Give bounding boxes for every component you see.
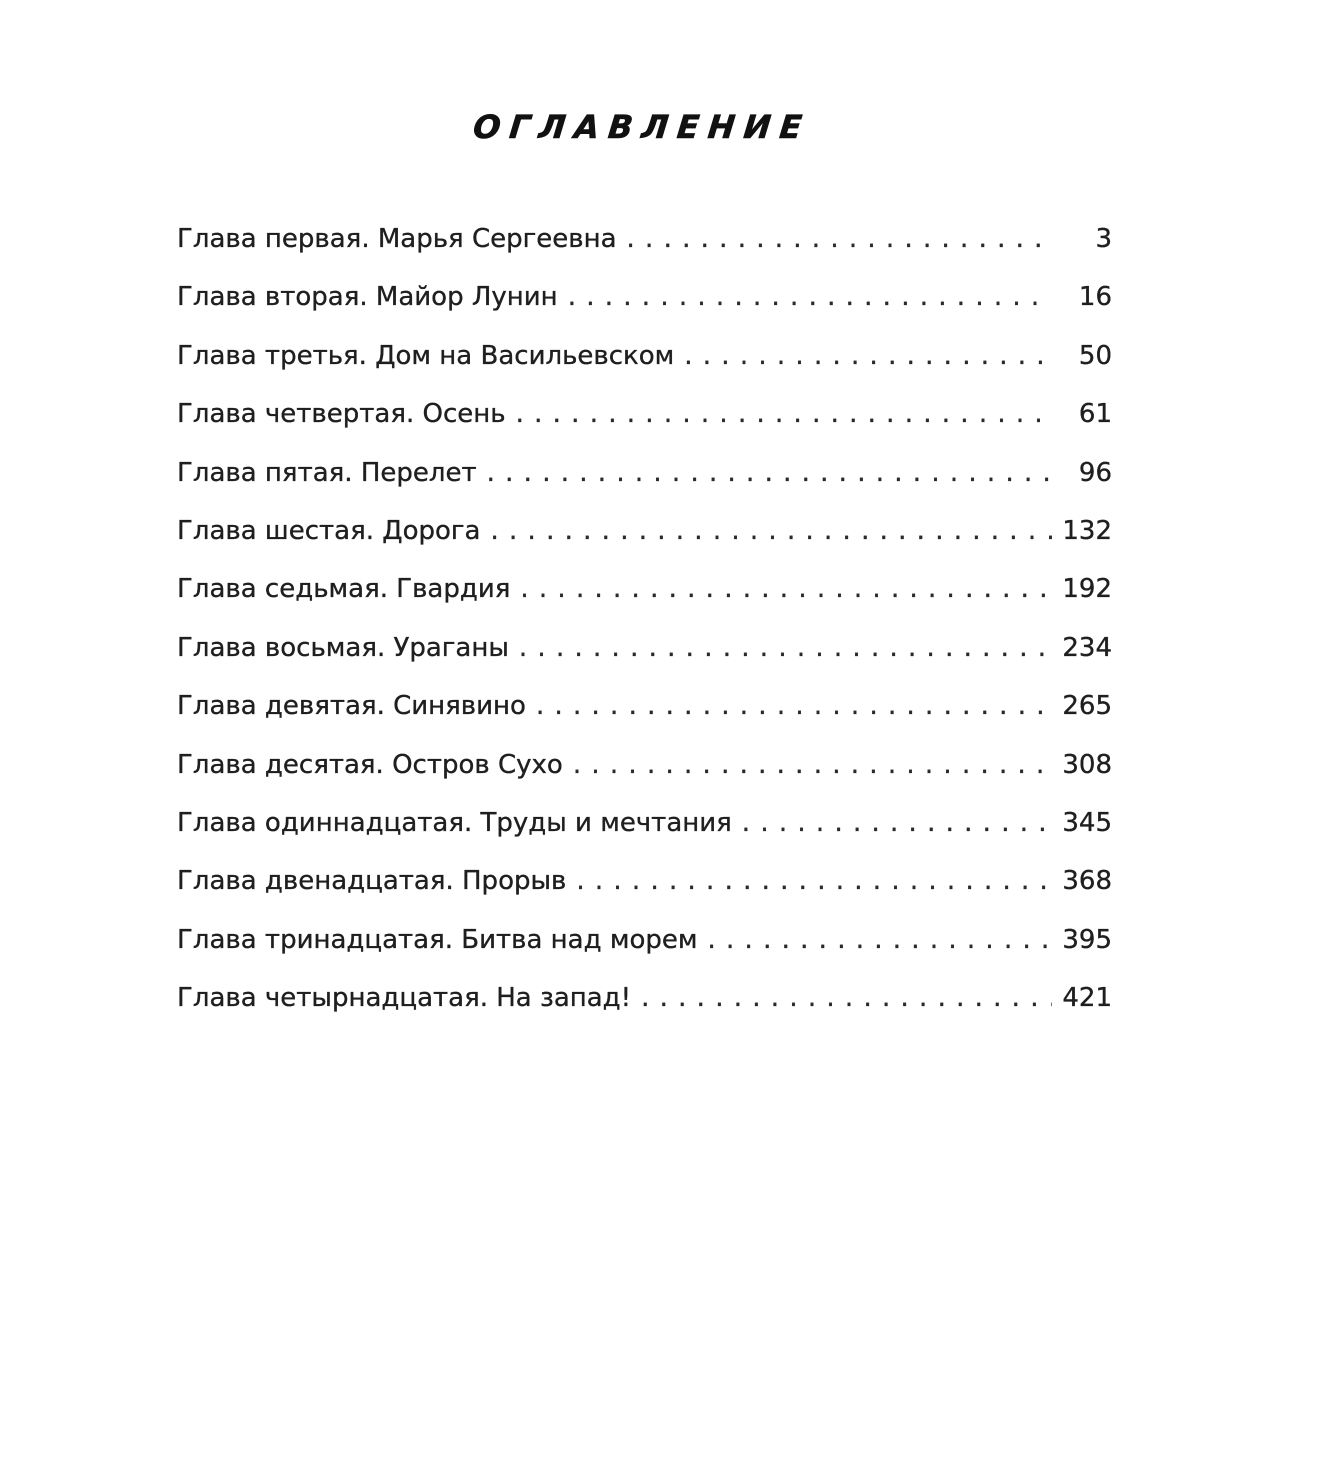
toc-entry — [177, 387, 1112, 445]
toc-entry — [177, 854, 1112, 912]
toc-dot-leader — [520, 562, 1052, 616]
toc-page-number: 50 — [1078, 340, 1112, 371]
toc-dot-leader — [568, 270, 1052, 324]
toc-page-number: 368 — [1062, 866, 1112, 897]
toc-chapter-title: Глава шестая. Дорога — [177, 515, 481, 546]
toc-entry — [177, 913, 1112, 971]
toc-page-number: 3 — [1095, 224, 1112, 254]
toc-title: ОГЛАВЛЕНИЕ — [471, 108, 813, 146]
toc-chapter-title: Глава вторая. Майор Лунин — [177, 282, 558, 313]
toc-entry — [177, 212, 1112, 270]
toc-chapter-title: Глава десятая. Остров Сухо — [177, 749, 563, 780]
toc-dot-leader — [519, 621, 1052, 675]
toc-page-number: 234 — [1062, 632, 1112, 663]
toc-chapter-title: Глава двенадцатая. Прорыв — [177, 866, 567, 897]
toc-dot-leader — [641, 971, 1052, 1025]
toc-chapter-title: Глава пятая. Перелет — [177, 457, 477, 488]
toc-entry — [177, 796, 1112, 854]
toc-page-number: 96 — [1078, 457, 1112, 488]
toc-entry — [177, 738, 1112, 796]
toc-entry — [177, 679, 1112, 737]
toc-page-number: 421 — [1062, 983, 1112, 1014]
toc-dot-leader — [487, 446, 1052, 500]
toc-entry — [177, 971, 1112, 1029]
toc-page-number: 308 — [1062, 749, 1112, 780]
toc-page-number: 61 — [1078, 399, 1112, 430]
toc-chapter-title: Глава первая. Марья Сергеевна — [177, 224, 617, 254]
toc-chapter-title: Глава третья. Дом на Васильевском — [177, 340, 675, 371]
toc-page-number: 132 — [1062, 515, 1112, 546]
toc-chapter-title: Глава тринадцатая. Битва над морем — [177, 924, 698, 955]
toc-page-number: 345 — [1062, 807, 1112, 838]
toc-chapter-title: Глава восьмая. Ураганы — [177, 632, 509, 663]
toc-dot-leader — [627, 212, 1052, 266]
toc-entry — [177, 446, 1112, 504]
toc-dot-leader — [707, 913, 1052, 967]
toc-entry — [177, 562, 1112, 620]
toc-page-number: 265 — [1062, 691, 1112, 722]
toc-chapter-title: Глава девятая. Синявино — [177, 691, 526, 722]
toc-entry — [177, 270, 1112, 328]
toc-dot-leader — [684, 329, 1052, 383]
toc-page-number: 395 — [1062, 924, 1112, 955]
toc-chapter-title: Глава седьмая. Гвардия — [177, 574, 511, 605]
toc-entry — [177, 504, 1112, 562]
toc-dot-leader — [490, 504, 1052, 558]
toc-dot-leader — [573, 738, 1052, 792]
toc-dot-leader — [576, 854, 1052, 908]
toc-page-number: 16 — [1078, 282, 1112, 313]
toc-list — [177, 212, 1112, 1029]
toc-dot-leader — [742, 796, 1052, 850]
toc-page-number: 192 — [1062, 574, 1112, 605]
toc-entry — [177, 329, 1112, 387]
toc-chapter-title: Глава четырнадцатая. На запад! — [177, 983, 632, 1014]
toc-dot-leader — [516, 387, 1052, 441]
toc-chapter-title: Глава четвертая. Осень — [177, 399, 506, 430]
toc-dot-leader — [536, 679, 1052, 733]
toc-entry — [177, 621, 1112, 679]
toc-chapter-title: Глава одиннадцатая. Труды и мечтания — [177, 807, 732, 838]
